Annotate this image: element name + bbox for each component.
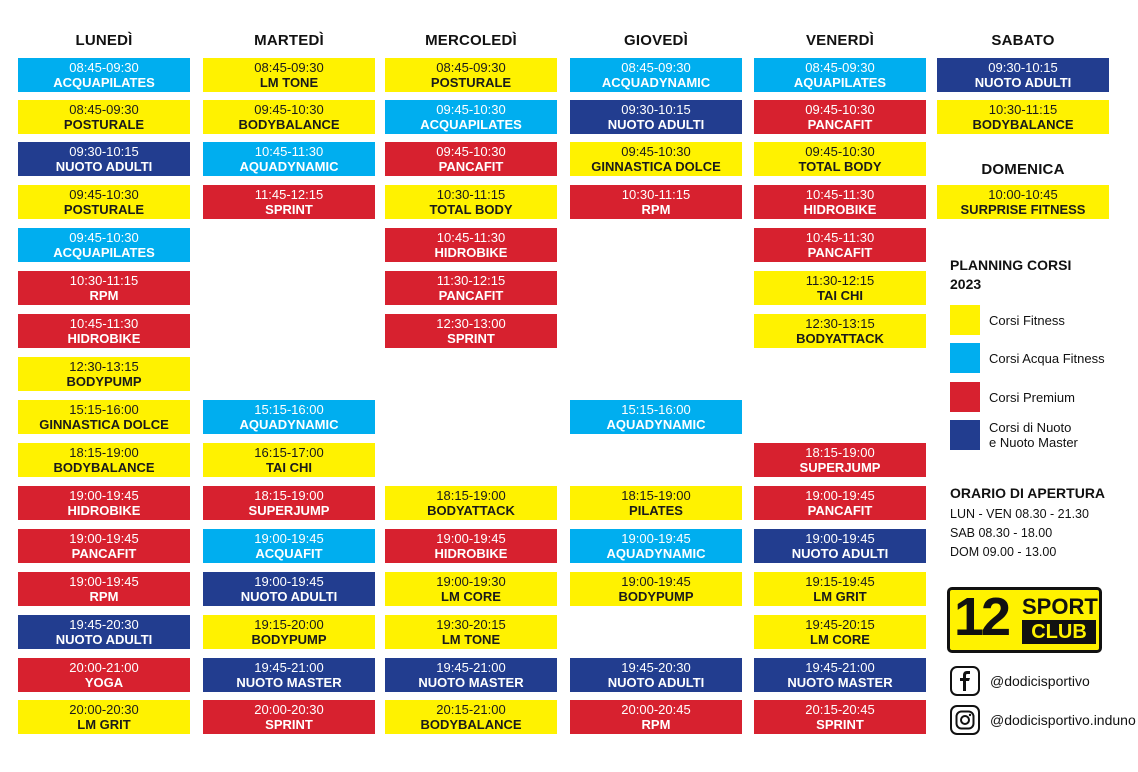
- course-slot: [570, 529, 742, 563]
- slot-course: LM TONE: [441, 632, 501, 647]
- slot-course: LM GRIT: [77, 717, 131, 732]
- slot-course: PANCAFIT: [807, 117, 873, 132]
- slot-course: SURPRISE FITNESS: [960, 202, 1086, 217]
- slot-time: 09:45-10:30: [69, 230, 139, 245]
- slot-time: 19:00-19:30: [436, 574, 506, 589]
- slot-course: ACQUAFIT: [255, 546, 323, 561]
- slot-course: POSTURALE: [63, 202, 145, 217]
- course-slot: [18, 271, 190, 305]
- slot-time: 19:45-20:30: [621, 660, 691, 675]
- legend-item-nuoto: [950, 420, 1078, 450]
- slot-course: SPRINT: [265, 202, 313, 217]
- course-slot: [18, 58, 190, 92]
- slot-course: BODYATTACK: [427, 503, 515, 518]
- slot-course: SUPERJUMP: [248, 503, 330, 518]
- legend-item-fitness: [950, 305, 1065, 335]
- slot-course: ACQUAPILATES: [53, 245, 155, 260]
- slot-course: NUOTO MASTER: [418, 675, 524, 690]
- slot-time: 15:15-16:00: [69, 402, 139, 417]
- course-slot: [385, 572, 557, 606]
- legend-item-acqua: [950, 343, 1105, 373]
- slot-course: NUOTO ADULTI: [974, 75, 1072, 90]
- slot-time: 20:00-20:30: [69, 702, 139, 717]
- course-slot: [570, 572, 742, 606]
- slot-course: RPM: [89, 589, 119, 604]
- course-slot: [18, 314, 190, 348]
- course-slot: [570, 100, 742, 134]
- course-slot: [18, 443, 190, 477]
- slot-course: GINNASTICA DOLCE: [591, 159, 721, 174]
- slot-time: 19:00-19:45: [805, 531, 875, 546]
- slot-time: 18:15-19:00: [805, 445, 875, 460]
- social-instagram[interactable]: [950, 705, 1136, 735]
- slot-time: 08:45-09:30: [254, 60, 324, 75]
- slot-course: SPRINT: [447, 331, 495, 346]
- course-slot: [18, 228, 190, 262]
- slot-time: 09:45-10:30: [69, 187, 139, 202]
- slot-course: AQUADYNAMIC: [239, 159, 339, 174]
- course-slot: [754, 615, 926, 649]
- slot-course: NUOTO ADULTI: [55, 632, 153, 647]
- course-slot: [203, 58, 375, 92]
- course-slot: [18, 700, 190, 734]
- slot-time: 19:15-20:00: [254, 617, 324, 632]
- course-slot: [385, 100, 557, 134]
- legend-swatch-nuoto: [950, 420, 980, 450]
- opening-hours-saturday: SAB 08.30 - 18.00: [950, 526, 1053, 540]
- course-slot: [385, 658, 557, 692]
- slot-time: 19:00-19:45: [254, 531, 324, 546]
- slot-time: 08:45-09:30: [621, 60, 691, 75]
- course-slot: [937, 100, 1109, 134]
- slot-course: GINNASTICA DOLCE: [39, 417, 169, 432]
- slot-time: 12:30-13:15: [69, 359, 139, 374]
- course-slot: [754, 185, 926, 219]
- instagram-handle[interactable]: @dodicisportivo.induno: [990, 712, 1136, 728]
- course-slot: [203, 100, 375, 134]
- course-slot: [754, 700, 926, 734]
- slot-course: HIDROBIKE: [67, 503, 141, 518]
- slot-course: NUOTO ADULTI: [240, 589, 338, 604]
- slot-course: LM GRIT: [813, 589, 867, 604]
- course-slot: [385, 529, 557, 563]
- slot-time: 19:00-19:45: [436, 531, 506, 546]
- legend-swatch-acqua: [950, 343, 980, 373]
- course-slot: [18, 357, 190, 391]
- slot-time: 20:15-20:45: [805, 702, 875, 717]
- slot-course: HIDROBIKE: [434, 546, 508, 561]
- slot-time: 20:00-20:30: [254, 702, 324, 717]
- course-slot: [754, 58, 926, 92]
- slot-time: 09:45-10:30: [436, 102, 506, 117]
- legend-swatch-premium: [950, 382, 980, 412]
- course-slot: [385, 314, 557, 348]
- slot-course: ACQUADYNAMIC: [601, 75, 711, 90]
- slot-course: TAI CHI: [817, 288, 863, 303]
- slot-course: NUOTO ADULTI: [607, 675, 705, 690]
- slot-time: 09:45-10:30: [436, 144, 506, 159]
- day-header-giovedi: GIOVEDÌ: [624, 32, 688, 49]
- slot-time: 16:15-17:00: [254, 445, 324, 460]
- slot-course: PANCAFIT: [438, 288, 504, 303]
- slot-time: 10:30-11:15: [69, 273, 139, 288]
- social-facebook[interactable]: [950, 666, 1090, 696]
- slot-time: 12:30-13:15: [805, 316, 875, 331]
- legend-title: PLANNING CORSI 2023: [950, 257, 1072, 292]
- course-slot: [385, 486, 557, 520]
- slot-course: NUOTO ADULTI: [607, 117, 705, 132]
- slot-course: LM TONE: [259, 75, 319, 90]
- slot-course: BODYBALANCE: [238, 117, 340, 132]
- course-slot: [203, 142, 375, 176]
- day-header-domenica: DOMENICA: [981, 161, 1065, 178]
- course-slot: [203, 658, 375, 692]
- opening-hours-title: ORARIO DI APERTURA: [950, 485, 1106, 501]
- slot-course: NUOTO ADULTI: [791, 546, 889, 561]
- slot-course: YOGA: [84, 675, 124, 690]
- club-logo: [947, 587, 1102, 653]
- course-slot: [18, 658, 190, 692]
- course-slot: [18, 529, 190, 563]
- slot-time: 20:00-20:45: [621, 702, 691, 717]
- slot-course: POSTURALE: [430, 75, 512, 90]
- course-slot: [18, 400, 190, 434]
- slot-course: HIDROBIKE: [67, 331, 141, 346]
- course-slot: [570, 58, 742, 92]
- day-header-mercoledi: MERCOLEDÌ: [425, 32, 517, 49]
- course-slot: [754, 100, 926, 134]
- slot-time: 10:30-11:15: [436, 187, 506, 202]
- course-slot: [570, 400, 742, 434]
- logo-sport-text: SPORT: [1022, 594, 1098, 619]
- slot-course: BODYBALANCE: [972, 117, 1074, 132]
- slot-course: HIDROBIKE: [434, 245, 508, 260]
- legend-swatch-fitness: [950, 305, 980, 335]
- slot-course: AQUAPILATES: [793, 75, 887, 90]
- slot-time: 11:45-12:15: [254, 187, 324, 202]
- facebook-handle[interactable]: @dodicisportivo: [990, 673, 1090, 689]
- slot-time: 09:30-10:15: [621, 102, 691, 117]
- course-slot: [18, 142, 190, 176]
- slot-time: 10:45-11:30: [69, 316, 139, 331]
- course-slot: [570, 486, 742, 520]
- course-slot: [203, 185, 375, 219]
- course-slot: [570, 142, 742, 176]
- course-slot: [937, 185, 1109, 219]
- slot-time: 19:15-19:45: [805, 574, 875, 589]
- slot-course: BODYBALANCE: [420, 717, 522, 732]
- legend-item-premium: [950, 382, 1075, 412]
- course-slot: [754, 228, 926, 262]
- slot-time: 08:45-09:30: [69, 102, 139, 117]
- slot-course: NUOTO MASTER: [236, 675, 342, 690]
- slot-time: 20:15-21:00: [436, 702, 506, 717]
- course-slot: [18, 185, 190, 219]
- slot-course: RPM: [89, 288, 119, 303]
- day-header-lunedi: LUNEDÌ: [75, 32, 133, 49]
- slot-course: PANCAFIT: [71, 546, 137, 561]
- slot-time: 09:45-10:30: [254, 102, 324, 117]
- course-slot: [385, 271, 557, 305]
- slot-time: 08:45-09:30: [805, 60, 875, 75]
- course-slot: [570, 185, 742, 219]
- slot-course: BODYPUMP: [251, 632, 327, 647]
- slot-course: ACQUAPILATES: [53, 75, 155, 90]
- day-header-venerdi: VENERDÌ: [805, 32, 875, 49]
- slot-time: 18:15-19:00: [436, 488, 506, 503]
- slot-course: HIDROBIKE: [803, 202, 877, 217]
- slot-course: ACQUAPILATES: [420, 117, 522, 132]
- course-slot: [570, 658, 742, 692]
- course-slot: [385, 228, 557, 262]
- slot-time: 09:45-10:30: [805, 144, 875, 159]
- slot-time: 09:30-10:15: [69, 144, 139, 159]
- slot-time: 08:45-09:30: [436, 60, 506, 75]
- course-slot: [754, 658, 926, 692]
- course-slot: [203, 615, 375, 649]
- slot-time: 10:30-11:15: [988, 102, 1058, 117]
- logo-club-text: CLUB: [1022, 620, 1096, 644]
- slot-time: 11:30-12:15: [436, 273, 506, 288]
- slot-course: PANCAFIT: [807, 245, 873, 260]
- slot-course: BODYPUMP: [618, 589, 694, 604]
- course-slot: [754, 486, 926, 520]
- slot-time: 19:00-19:45: [621, 531, 691, 546]
- course-slot: [754, 443, 926, 477]
- slot-course: NUOTO MASTER: [787, 675, 893, 690]
- slot-time: 10:30-11:15: [621, 187, 691, 202]
- slot-course: LM CORE: [441, 589, 501, 604]
- opening-hours-weekdays: LUN - VEN 08.30 - 21.30: [950, 507, 1089, 521]
- slot-course: NUOTO ADULTI: [55, 159, 153, 174]
- course-slot: [18, 615, 190, 649]
- course-slot: [18, 100, 190, 134]
- facebook-icon: [950, 666, 980, 696]
- slot-course: TOTAL BODY: [798, 159, 882, 174]
- course-slot: [385, 185, 557, 219]
- course-slot: [203, 700, 375, 734]
- slot-time: 19:45-21:00: [436, 660, 506, 675]
- course-slot: [18, 572, 190, 606]
- course-slot: [203, 572, 375, 606]
- slot-time: 19:45-20:15: [805, 617, 875, 632]
- slot-time: 19:00-19:45: [69, 574, 139, 589]
- slot-course: SPRINT: [265, 717, 313, 732]
- slot-time: 18:15-19:00: [621, 488, 691, 503]
- slot-course: PANCAFIT: [438, 159, 504, 174]
- slot-time: 19:00-19:45: [69, 488, 139, 503]
- slot-time: 20:00-21:00: [69, 660, 139, 675]
- slot-time: 19:45-21:00: [254, 660, 324, 675]
- legend-label: Corsi Premium: [989, 389, 1075, 405]
- slot-time: 10:00-10:45: [988, 187, 1058, 202]
- day-header-sabato: SABATO: [991, 32, 1055, 49]
- legend-label: Corsi Acqua Fitness: [989, 350, 1105, 366]
- course-slot: [385, 58, 557, 92]
- slot-time: 18:15-19:00: [69, 445, 139, 460]
- slot-course: BODYATTACK: [796, 331, 884, 346]
- slot-time: 15:15-16:00: [254, 402, 324, 417]
- slot-course: AQUADYNAMIC: [606, 417, 706, 432]
- slot-course: SUPERJUMP: [799, 460, 881, 475]
- slot-course: PANCAFIT: [807, 503, 873, 518]
- course-slot: [754, 572, 926, 606]
- slot-time: 11:30-12:15: [805, 273, 875, 288]
- course-slot: [937, 58, 1109, 92]
- slot-time: 10:45-11:30: [254, 144, 324, 159]
- course-slot: [754, 314, 926, 348]
- slot-time: 15:15-16:00: [621, 402, 691, 417]
- course-slot: [385, 615, 557, 649]
- slot-time: 10:45-11:30: [805, 230, 875, 245]
- slot-time: 08:45-09:30: [69, 60, 139, 75]
- course-slot: [754, 529, 926, 563]
- slot-time: 19:30-20:15: [436, 617, 506, 632]
- slot-course: TOTAL BODY: [429, 202, 513, 217]
- day-header-martedi: MARTEDÌ: [254, 32, 324, 49]
- slot-time: 09:45-10:30: [805, 102, 875, 117]
- course-slot: [203, 486, 375, 520]
- logo-number: 12: [954, 587, 1009, 647]
- course-slot: [203, 529, 375, 563]
- slot-time: 09:30-10:15: [988, 60, 1058, 75]
- slot-course: BODYPUMP: [66, 374, 142, 389]
- course-slot: [570, 700, 742, 734]
- course-slot: [754, 142, 926, 176]
- slot-course: POSTURALE: [63, 117, 145, 132]
- course-slot: [385, 142, 557, 176]
- course-slot: [18, 486, 190, 520]
- slot-time: 19:00-19:45: [621, 574, 691, 589]
- slot-time: 19:00-19:45: [69, 531, 139, 546]
- slot-course: PILATES: [629, 503, 683, 518]
- slot-course: SPRINT: [816, 717, 864, 732]
- legend-label: Corsi di Nuoto e Nuoto Master: [989, 420, 1078, 450]
- slot-course: LM CORE: [810, 632, 870, 647]
- slot-course: TAI CHI: [266, 460, 312, 475]
- slot-time: 19:45-20:30: [69, 617, 139, 632]
- slot-course: RPM: [641, 202, 671, 217]
- course-slot: [203, 400, 375, 434]
- legend-label: Corsi Fitness: [989, 312, 1065, 328]
- slot-time: 19:00-19:45: [254, 574, 324, 589]
- slot-course: AQUADYNAMIC: [606, 546, 706, 561]
- instagram-icon: [950, 705, 980, 735]
- course-slot: [203, 443, 375, 477]
- slot-time: 10:45-11:30: [436, 230, 506, 245]
- slot-time: 10:45-11:30: [805, 187, 875, 202]
- slot-time: 19:00-19:45: [805, 488, 875, 503]
- slot-time: 09:45-10:30: [621, 144, 691, 159]
- slot-course: RPM: [641, 717, 671, 732]
- slot-time: 19:45-21:00: [805, 660, 875, 675]
- slot-course: BODYBALANCE: [53, 460, 155, 475]
- slot-course: AQUADYNAMIC: [239, 417, 339, 432]
- opening-hours-sunday: DOM 09.00 - 13.00: [950, 545, 1057, 559]
- slot-time: 12:30-13:00: [436, 316, 506, 331]
- course-slot: [385, 700, 557, 734]
- course-slot: [754, 271, 926, 305]
- slot-time: 18:15-19:00: [254, 488, 324, 503]
